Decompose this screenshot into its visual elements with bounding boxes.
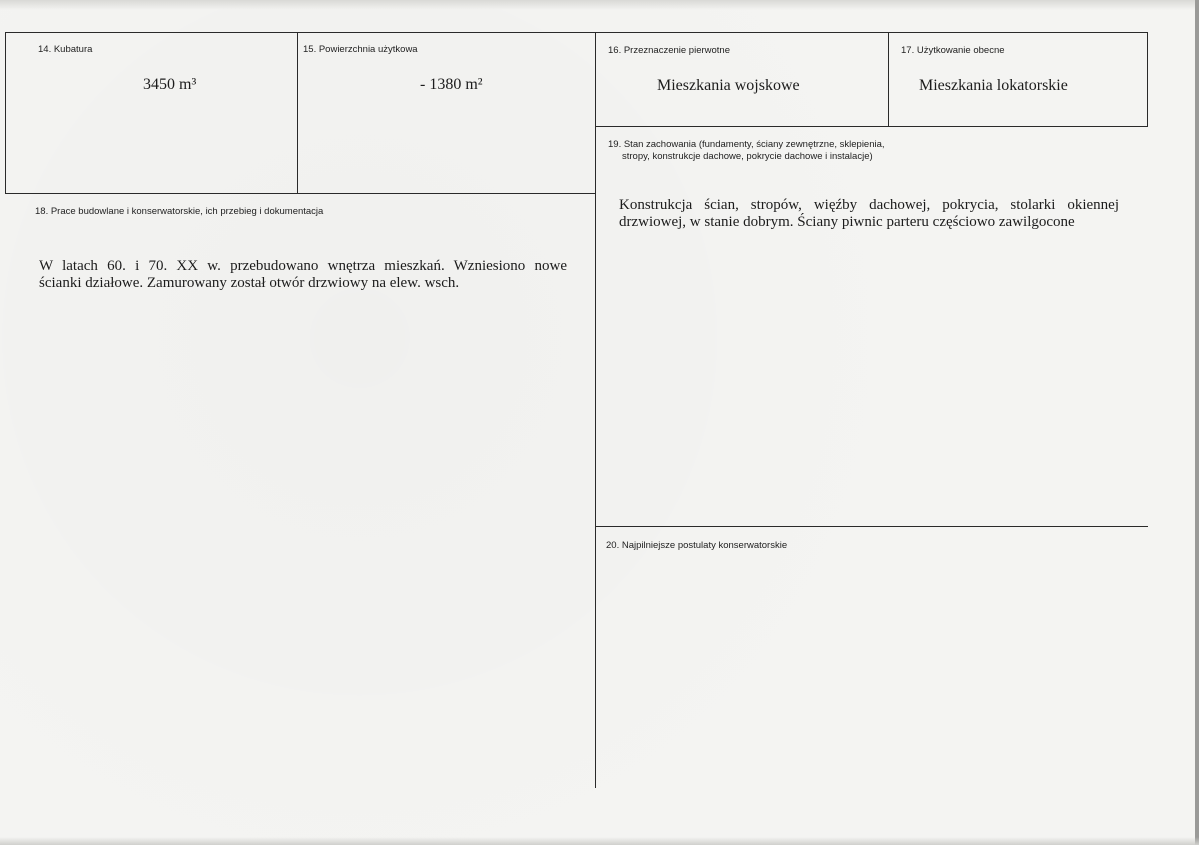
field14-value: 3450 m³ — [143, 76, 197, 93]
field19-text-line-2: drzwiowej, w stanie dobrym. Ściany piwnic parteru częściowo zawilgocone — [619, 214, 1075, 230]
divider-16-17-line — [888, 32, 889, 126]
field19-bottom-line — [595, 526, 1148, 527]
field17-label: 17. Użytkowanie obecne — [901, 45, 1005, 56]
field15-label: 15. Powierzchnia użytkowa — [303, 44, 418, 55]
left-border-line — [5, 32, 6, 193]
row1-right-divider-line — [595, 126, 1148, 127]
scan-top-edge — [0, 0, 1199, 10]
divider-14-15-line — [297, 32, 298, 193]
field15-value: - 1380 m² — [420, 76, 483, 93]
field19-text-line-1: Konstrukcja ścian, stropów, więźby dachowej, pokrycia, stolarki okiennej — [619, 197, 1119, 213]
field18-label: 18. Prace budowlane i konserwatorskie, ich przebieg i dokumentacja — [35, 206, 324, 217]
field18-text-line-2: ścianki działowe. Zamurowany został otwór drzwiowy na elew. wsch. — [39, 275, 460, 291]
field19-label-line-1: 19. Stan zachowania (fundamenty, ściany zewnętrzne, sklepienia, — [608, 139, 885, 150]
top-border-line — [5, 32, 1148, 33]
field19-text — [619, 197, 1119, 231]
field16-label: 16. Przeznaczenie pierwotne — [608, 45, 730, 56]
field18-text — [39, 258, 567, 292]
right-border-line — [1147, 32, 1148, 126]
field14-label: 14. Kubatura — [38, 44, 93, 55]
field20-label: 20. Najpilniejsze postulaty konserwatorskie — [606, 540, 788, 551]
scan-bottom-edge — [0, 837, 1199, 845]
field18-text-line-1: W latach 60. i 70. XX w. przebudowano wnętrza mieszkań. Wzniesiono nowe — [39, 258, 567, 274]
field19-label-line-2: stropy, konstrukcje dachowe, pokrycie dachowe i instalacje) — [622, 151, 873, 162]
scan-right-edge — [1195, 0, 1199, 845]
field16-value: Mieszkania wojskowe — [657, 77, 800, 94]
row1-left-divider-line — [5, 193, 596, 194]
field17-value: Mieszkania lokatorskie — [919, 77, 1068, 94]
center-divider-line — [595, 32, 596, 788]
